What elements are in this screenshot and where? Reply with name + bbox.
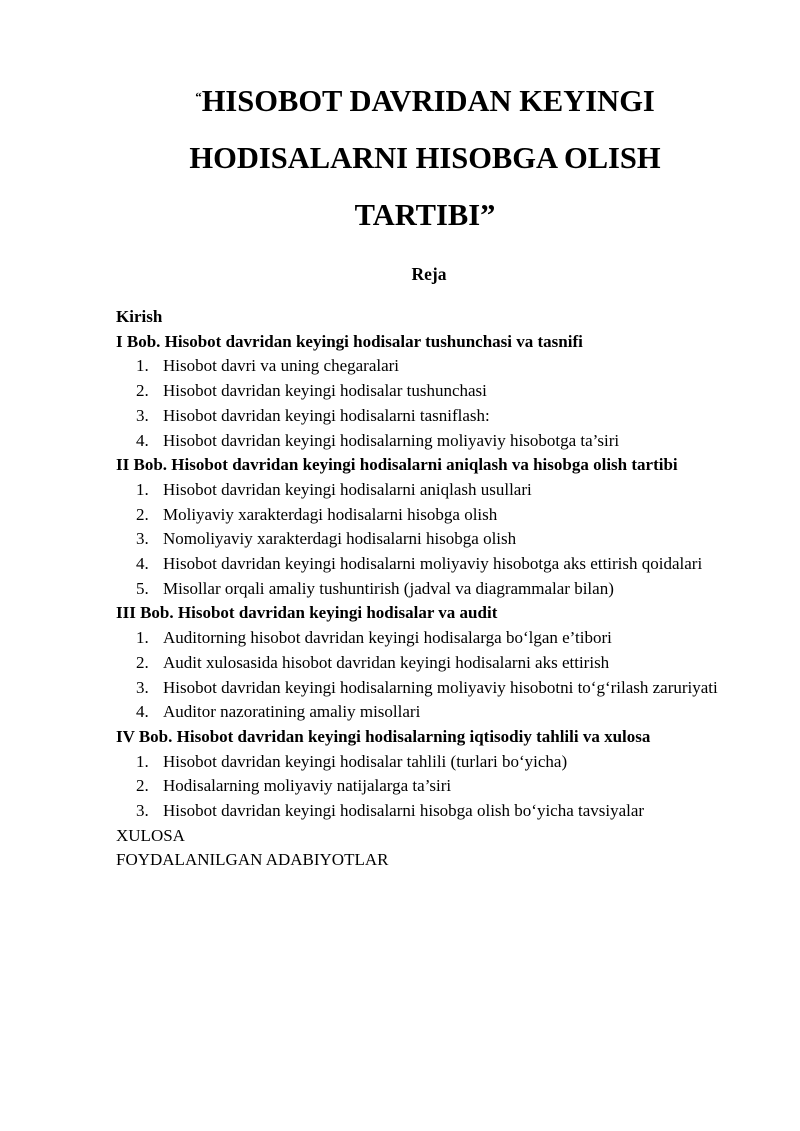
list-item: 2. Hodisalarning moliyaviy natijalarga ta’siri [136,776,452,796]
conclusion-heading: XULOSA [116,825,185,845]
title-line-1: “HISOBOT DAVRIDAN KEYINGI [195,84,655,118]
table-of-contents [116,305,742,873]
chapter-4-heading: IV Bob. Hisobot davridan keyingi hodisalarning iqtisodiy tahlili va xulosa [116,726,651,746]
chapter-3-heading: III Bob. Hisobot davridan keyingi hodisalar va audit [116,603,498,623]
intro-heading: Kirish [116,307,163,326]
list-item: 3. Hisobot davridan keyingi hodisalarning moliyaviy hisobotni to‘g‘rilash zaruriyati [136,677,718,697]
list-item: 4. Hisobot davridan keyingi hodisalarning moliyaviy hisobotga ta’siri [136,430,620,450]
list-item: 1. Hisobot davri va uning chegaralari [136,356,400,376]
list-item: 3. Hisobot davridan keyingi hodisalarni hisobga olish bo‘yicha tavsiyalar [136,801,645,821]
list-item: 3. Hisobot davridan keyingi hodisalarni tasniflash: [136,405,490,425]
list-item: 1. Hisobot davridan keyingi hodisalarni aniqlash usullari [136,479,532,499]
list-item: 1. Hisobot davridan keyingi hodisalar tahlili (turlari bo‘yicha) [136,751,568,771]
list-item: 2. Hisobot davridan keyingi hodisalar tushunchasi [136,381,487,401]
plan-heading: Reja [411,264,447,284]
list-item: 4. Auditor nazoratining amaliy misollari [136,702,421,722]
list-item: 1. Auditorning hisobot davridan keyingi hodisalarga bo‘lgan e’tibori [136,628,612,648]
chapter-2-list [116,478,742,602]
chapter-4-list [116,750,742,824]
chapter-1-heading: I Bob. Hisobot davridan keyingi hodisalar tushunchasi va tasnifi [116,331,583,351]
title-line-3: TARTIBI” [354,198,496,232]
list-item: 4. Hisobot davridan keyingi hodisalarni moliyaviy hisobotga aks ettirish qoidalari [136,554,703,574]
chapter-1-list [116,354,742,453]
title-open-quote: “ [195,89,202,104]
title-line-2: HODISALARNI HISOBGA OLISH [189,141,661,175]
chapter-2-heading: II Bob. Hisobot davridan keyingi hodisalarni aniqlash va hisobga olish tartibi [116,455,678,475]
list-item: 3. Nomoliyaviy xarakterdagi hodisalarni hisobga olish [136,529,517,549]
document-title [140,68,710,244]
list-item: 5. Misollar orqali amaliy tushuntirish (jadval va diagrammalar bilan) [136,578,614,598]
references-heading: FOYDALANILGAN ADABIYOTLAR [116,850,389,870]
chapter-3-list [116,626,742,725]
list-item: 2. Audit xulosasida hisobot davridan keyingi hodisalarni aks ettirish [136,652,610,672]
list-item: 2. Moliyaviy xarakterdagi hodisalarni hisobga olish [136,504,498,524]
